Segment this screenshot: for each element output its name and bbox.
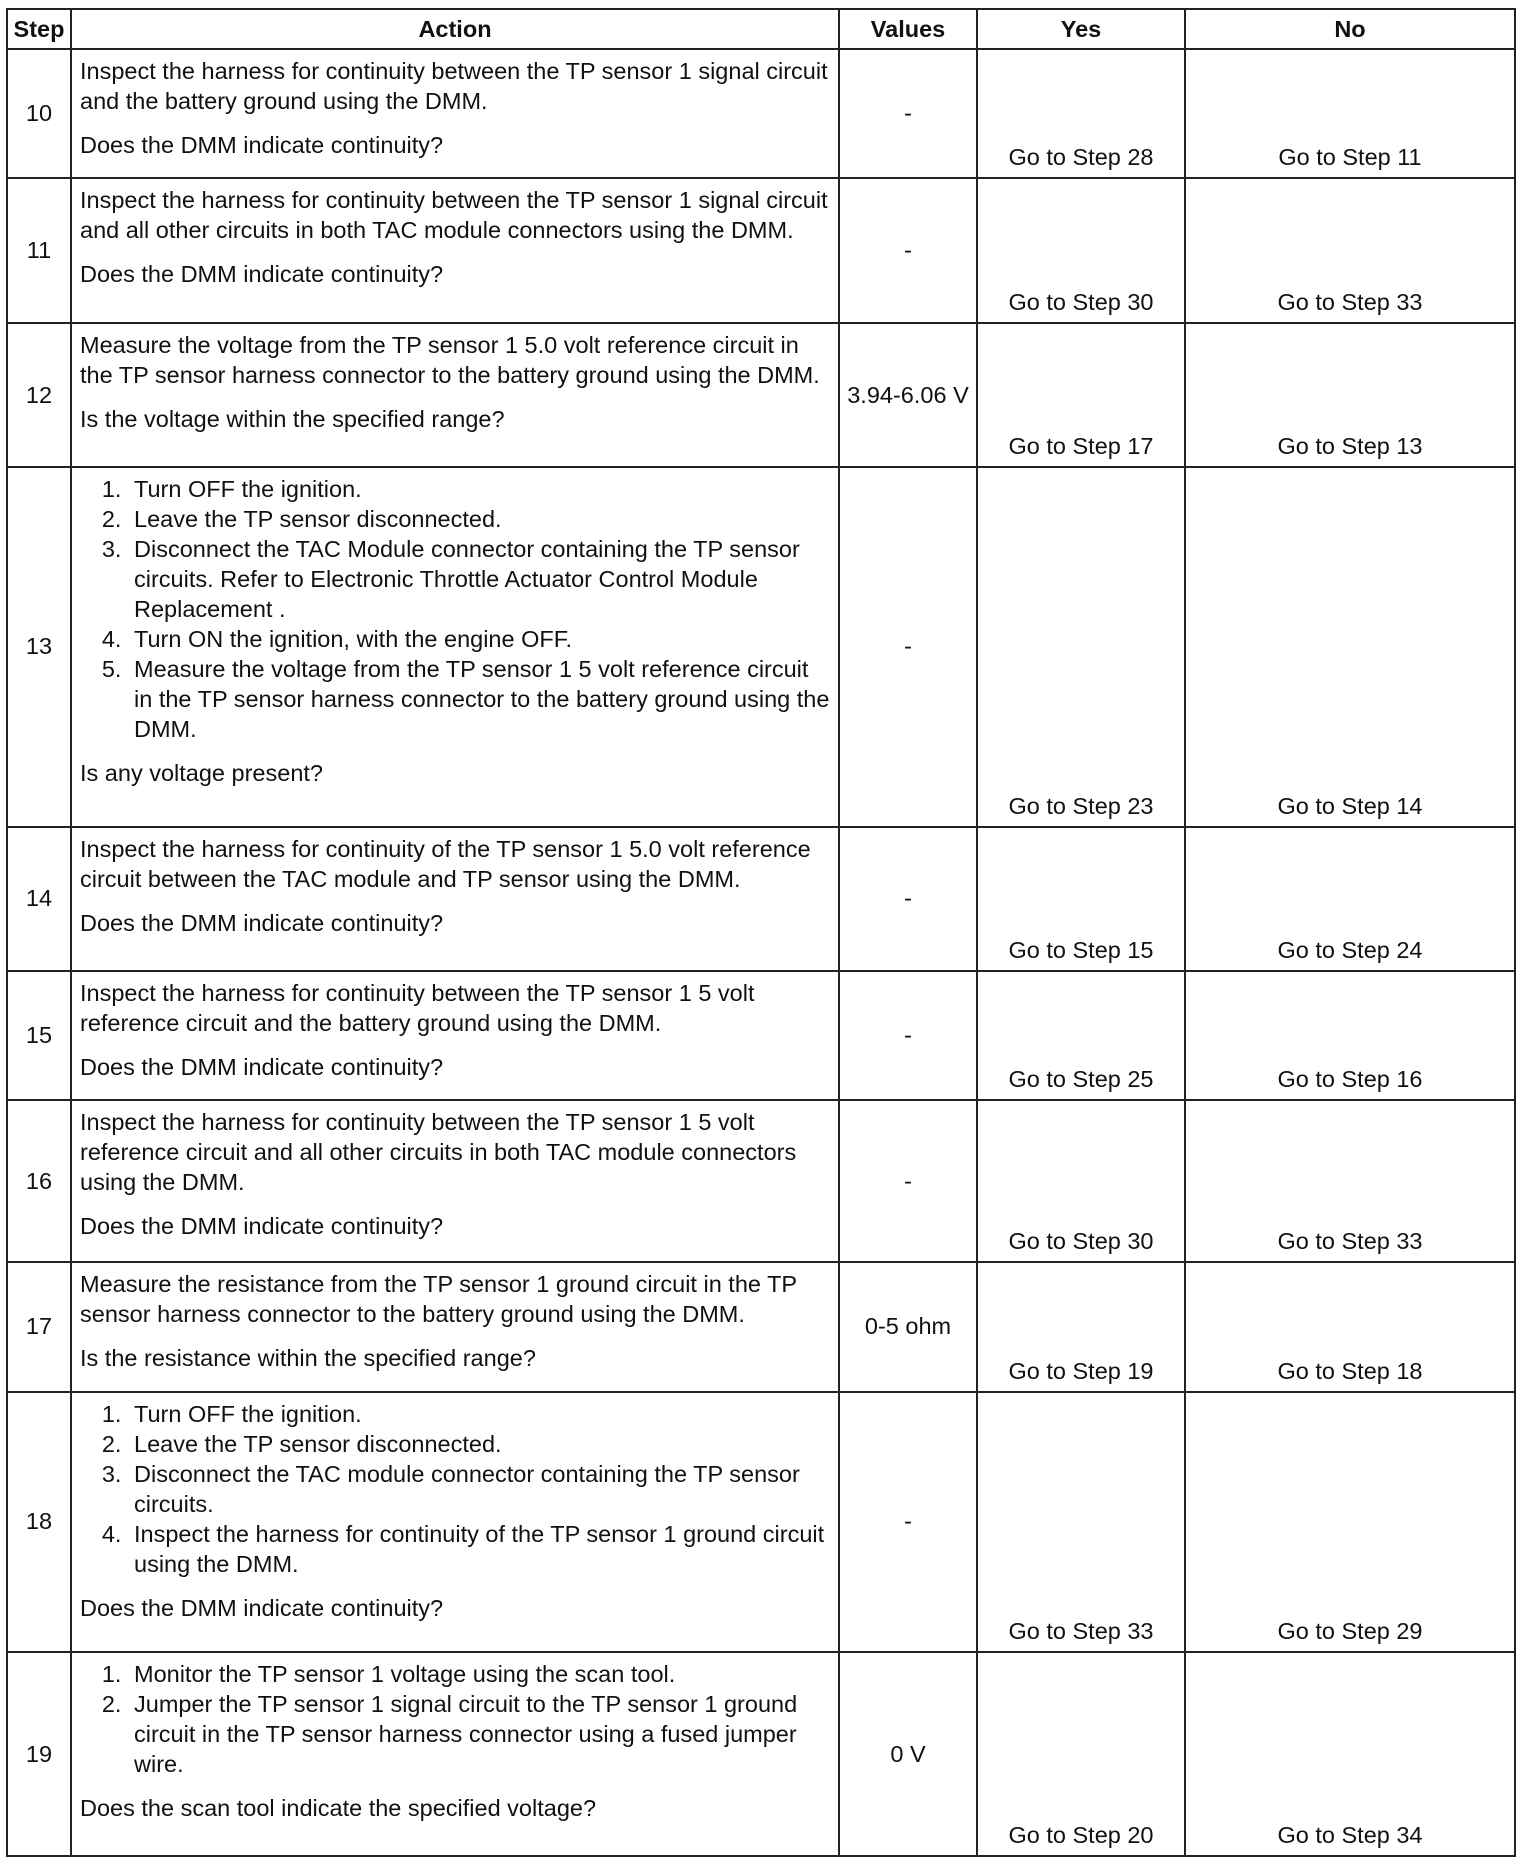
yes-cell: Go to Step 30 — [977, 1100, 1185, 1262]
action-text: Measure the resistance from the TP sensor 1 ground circuit in the TP sensor harness connector to the battery ground using the DMM. — [80, 1271, 797, 1328]
no-cell: Go to Step 34 — [1185, 1652, 1515, 1856]
action-question: Does the DMM indicate continuity? — [80, 909, 444, 936]
no-cell: Go to Step 11 — [1185, 49, 1515, 178]
step-number: 19 — [7, 1652, 71, 1856]
no-cell: Go to Step 29 — [1185, 1392, 1515, 1653]
no-cell: Go to Step 18 — [1185, 1262, 1515, 1391]
step-number: 11 — [7, 178, 71, 323]
action-cell — [71, 178, 839, 323]
yes-cell: Go to Step 20 — [977, 1652, 1185, 1856]
action-cell — [71, 1262, 839, 1391]
yes-cell: Go to Step 33 — [977, 1392, 1185, 1653]
action-question: Does the DMM indicate continuity? — [80, 132, 444, 158]
no-cell: Go to Step 24 — [1185, 827, 1515, 972]
procedure-item: 5. Measure the voltage from the TP sensor 1 5 volt reference circuit in the TP sensor harness connector to the battery ground using the DMM. — [128, 654, 830, 744]
header-action: Action — [71, 9, 839, 49]
action-cell — [71, 1652, 839, 1856]
step-number: 13 — [7, 467, 71, 826]
table-row — [7, 178, 1515, 323]
action-question: Does the DMM indicate continuity? — [80, 1594, 444, 1621]
header-yes: Yes — [977, 9, 1185, 49]
procedure-list — [80, 1399, 830, 1579]
value-cell: - — [839, 1100, 977, 1262]
value-cell: - — [839, 971, 977, 1100]
action-question: Is the resistance within the specified range? — [80, 1345, 536, 1372]
action-question: Is any voltage present? — [80, 760, 323, 787]
action-text: Inspect the harness for continuity between the TP sensor 1 signal circuit and all other circuits in both TAC module connectors using the DMM. — [80, 187, 828, 244]
value-cell: 3.94-6.06 V — [839, 323, 977, 468]
no-cell: Go to Step 13 — [1185, 323, 1515, 468]
yes-cell: Go to Step 15 — [977, 827, 1185, 972]
step-number: 14 — [7, 827, 71, 972]
action-question: Does the scan tool indicate the specified voltage? — [80, 1795, 597, 1822]
action-cell — [71, 323, 839, 468]
header-row — [7, 9, 1515, 49]
step-number: 18 — [7, 1392, 71, 1653]
action-cell — [71, 1392, 839, 1653]
procedure-item: 1. Turn OFF the ignition. — [128, 474, 830, 504]
value-cell: 0 V — [839, 1652, 977, 1856]
value-cell: 0-5 ohm — [839, 1262, 977, 1391]
table-row — [7, 1392, 1515, 1653]
action-text: Inspect the harness for continuity between the TP sensor 1 signal circuit and the battery ground using the DMM. — [80, 58, 828, 114]
value-cell: - — [839, 1392, 977, 1653]
no-cell: Go to Step 33 — [1185, 1100, 1515, 1262]
action-question: Does the DMM indicate continuity? — [80, 261, 444, 288]
table-row — [7, 1652, 1515, 1856]
value-cell: - — [839, 467, 977, 826]
table-row — [7, 827, 1515, 972]
procedure-item: 3. Disconnect the TAC module connector containing the TP sensor circuits. — [128, 1459, 830, 1519]
action-cell — [71, 827, 839, 972]
yes-cell: Go to Step 30 — [977, 178, 1185, 323]
header-no: No — [1185, 9, 1515, 49]
action-cell — [71, 1100, 839, 1262]
yes-cell: Go to Step 19 — [977, 1262, 1185, 1391]
yes-cell: Go to Step 17 — [977, 323, 1185, 468]
header-values: Values — [839, 9, 977, 49]
action-text: Inspect the harness for continuity between the TP sensor 1 5 volt reference circuit and the battery ground using the DMM. — [80, 980, 755, 1037]
table-row — [7, 49, 1515, 178]
action-text: Inspect the harness for continuity between the TP sensor 1 5 volt reference circuit and all other circuits in both TAC module connectors using the DMM. — [80, 1109, 797, 1196]
step-number: 12 — [7, 323, 71, 468]
diagnostic-table — [6, 8, 1516, 1857]
table-row — [7, 1262, 1515, 1391]
procedure-item: 2. Jumper the TP sensor 1 signal circuit to the TP sensor 1 ground circuit in the TP sensor harness connector using a fused jumper wire. — [128, 1689, 830, 1779]
procedure-item: 2. Leave the TP sensor disconnected. — [128, 504, 830, 534]
table-row — [7, 323, 1515, 468]
action-cell — [71, 49, 839, 178]
action-cell — [71, 971, 839, 1100]
yes-cell: Go to Step 25 — [977, 971, 1185, 1100]
table-row — [7, 971, 1515, 1100]
value-cell: - — [839, 178, 977, 323]
table-row — [7, 1100, 1515, 1262]
step-number: 17 — [7, 1262, 71, 1391]
value-cell: - — [839, 827, 977, 972]
procedure-item: 4. Inspect the harness for continuity of the TP sensor 1 ground circuit using the DMM. — [128, 1519, 830, 1579]
procedure-item: 4. Turn ON the ignition, with the engine OFF. — [128, 624, 830, 654]
step-number: 15 — [7, 971, 71, 1100]
action-question: Does the DMM indicate continuity? — [80, 1213, 444, 1240]
action-cell — [71, 467, 839, 826]
action-question: Does the DMM indicate continuity? — [80, 1054, 444, 1081]
step-number: 10 — [7, 49, 71, 178]
table-row — [7, 467, 1515, 826]
header-step: Step — [7, 9, 71, 49]
value-cell: - — [839, 49, 977, 178]
action-text: Measure the voltage from the TP sensor 1 5.0 volt reference circuit in the TP sensor harness connector to the battery ground using the DMM. — [80, 331, 820, 388]
yes-cell: Go to Step 23 — [977, 467, 1185, 826]
procedure-item: 1. Monitor the TP sensor 1 voltage using the scan tool. — [128, 1659, 830, 1689]
no-cell: Go to Step 14 — [1185, 467, 1515, 826]
no-cell: Go to Step 16 — [1185, 971, 1515, 1100]
no-cell: Go to Step 33 — [1185, 178, 1515, 323]
procedure-list — [80, 474, 830, 744]
action-text: Inspect the harness for continuity of the TP sensor 1 5.0 volt reference circuit between the TAC module and TP sensor using the DMM. — [80, 835, 811, 892]
procedure-item: 2. Leave the TP sensor disconnected. — [128, 1429, 830, 1459]
procedure-item: 1. Turn OFF the ignition. — [128, 1399, 830, 1429]
yes-cell: Go to Step 28 — [977, 49, 1185, 178]
procedure-item: 3. Disconnect the TAC Module connector containing the TP sensor circuits. Refer to Electronic Throttle Actuator Control Module Replacement . — [128, 534, 830, 624]
step-number: 16 — [7, 1100, 71, 1262]
action-question: Is the voltage within the specified range? — [80, 405, 505, 432]
procedure-list — [80, 1659, 830, 1779]
